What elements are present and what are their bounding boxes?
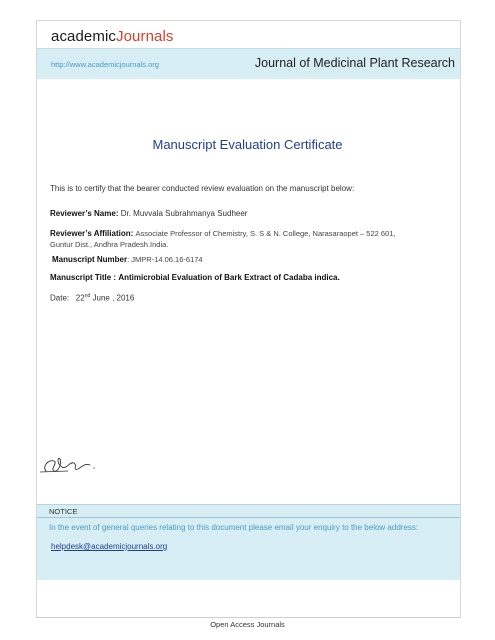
affiliation-line (50, 229, 396, 238)
header-url-link[interactable]: http://www.academicjournals.org (51, 60, 159, 69)
footer-text: Open Access Journals (210, 620, 285, 629)
reviewer-name-line (50, 209, 247, 218)
certificate-title: Manuscript Evaluation Certificate (152, 137, 343, 152)
footer-divider (37, 617, 460, 618)
date-month-year: June , 2016 (92, 293, 135, 303)
academic-journals-logo (51, 28, 174, 45)
reviewer-name-label: Reviewer’s Name: (50, 209, 119, 218)
notice-divider (37, 517, 460, 518)
date-line (50, 293, 134, 303)
manuscript-title-label: Manuscript Title : (50, 273, 117, 282)
affiliation-label: Reviewer’s Affiliation: (50, 229, 134, 238)
date-label: Date: (50, 293, 70, 303)
date-day: 22 (75, 293, 85, 303)
manuscript-title: Antimicrobial Evaluation of Bark Extract of Cadaba indica. (118, 273, 340, 282)
logo-text-journals: Journals (116, 28, 174, 45)
notice-text: In the event of general queries relating to this document please email your enquiry to the below address: (49, 523, 419, 532)
certificate-intro: This is to certify that the bearer conducted review evaluation on the manuscript below: (50, 184, 355, 193)
manuscript-number-line (52, 255, 203, 264)
manuscript-number-label: Manuscript Number (52, 255, 128, 264)
notice-label: NOTICE (49, 507, 78, 516)
reviewer-name: Dr. Muvvala Subrahmanya Sudheer (120, 209, 248, 218)
handwritten-signature (38, 453, 98, 477)
manuscript-title-line (50, 273, 340, 282)
manuscript-number: : JMPR-14.06.16-6174 (127, 255, 203, 264)
journal-name: Journal of Medicinal Plant Research (254, 56, 455, 70)
logo-text-academic: academic (51, 28, 116, 45)
date-suffix: nd (84, 293, 91, 299)
affiliation-value-1: Associate Professor of Chemistry, S. S & N. College, Narasaraopet – 522 601, (135, 229, 396, 238)
helpdesk-email-link[interactable]: helpdesk@academicjournals.org (51, 542, 168, 551)
affiliation-value-2: Guntur Dist., Andhra Pradesh.India. (50, 240, 169, 249)
affiliation-line-2 (50, 240, 168, 249)
